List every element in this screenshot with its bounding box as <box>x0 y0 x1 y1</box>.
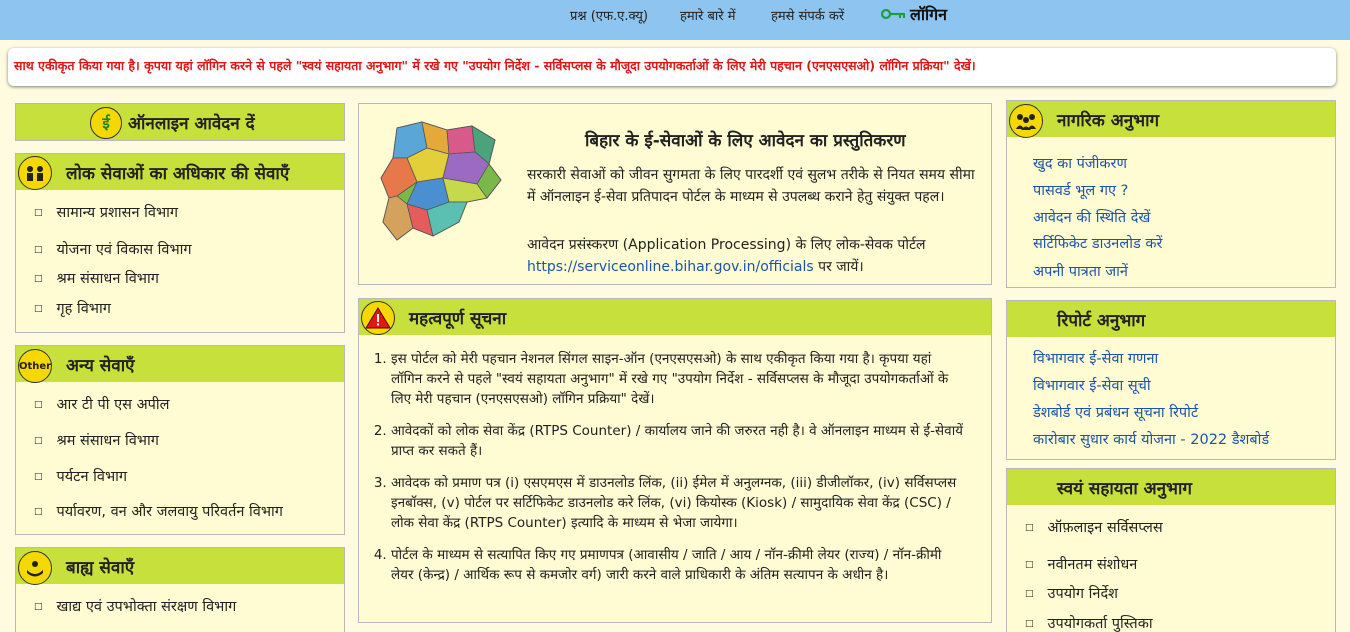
notice-item: 1. इस पोर्टल को मेरी पहचान नेशनल सिंगल साइन-ऑन (एनएसएसओ) के साथ एकीकृत किया गया है। कृपया यहां लॉगिन करने से पहले "स्वयं सहायता अनुभाग" में रखे गए "उपयोग निर्देश - सर्विसप्लस के मौजूदा उपयोगकर्ताओं के लिए मेरी पहचान (एनएसएसओ) लॉगिन प्रक्रिया" देखें। <box>391 349 965 409</box>
key-icon <box>880 8 906 20</box>
citizen-title: नागरिक अनुभाग <box>1057 111 1160 131</box>
rtps-title: लोक सेवाओं का अधिकार की सेवाएँ <box>66 164 290 184</box>
login-label: लॉगिन <box>910 5 948 24</box>
certificate-download-link[interactable]: सर्टिफिकेट डाउनलोड करें <box>1033 236 1163 252</box>
online-apply-title[interactable]: ऑनलाइन आवेदन दें <box>128 114 255 134</box>
list-item[interactable]: □ उपयोगकर्ता पुस्तिका <box>1025 613 1153 632</box>
notice-item: 3. आवेदक को प्रमाण पत्र (i) एसएमएस में डाउनलोड लिंक, (ii) ईमेल में अनुलग्नक, (iii) डीजीलॉकर, (iv) सर्विसप्लस इनबॉक्स, (v) पोर्टल पर सर्टिफिकेट डाउनलोड करे लिंक, (vi) कियोस्क (Kiosk) / सामुदायिक सेवा केंद्र (CSC) / लोक सेवा केंद्र (RTPS Counter) इत्यादि के माध्यम से भेजा जायेगा। <box>391 473 965 533</box>
external-services-panel <box>15 547 345 632</box>
online-apply-panel[interactable] <box>15 103 345 141</box>
notice-list <box>375 349 965 597</box>
nav-contact-link[interactable]: हमसे संपर्क करें <box>771 9 845 24</box>
dept-eservice-list-link[interactable]: विभागवार ई-सेवा सूची <box>1033 378 1151 394</box>
rtps-services-panel <box>15 153 345 333</box>
citizen-section-panel <box>1006 100 1336 288</box>
list-item[interactable]: □ श्रम संसाधन विभाग <box>34 430 159 450</box>
officials-portal-text: आवेदन प्रसंस्करण (Application Processing) के लिए लोक-सेवक पोर्टल https://serviceonline.bihar.gov.in/officials पर जायें। <box>527 237 926 275</box>
list-item[interactable]: □ आर टी पी एस अपील <box>34 394 169 414</box>
list-item[interactable]: □ उपयोग निर्देश <box>1025 583 1118 603</box>
report-title: रिपोर्ट अनुभाग <box>1057 311 1146 331</box>
announcement-marquee <box>8 48 1336 86</box>
citizen-group-icon <box>1009 104 1043 138</box>
list-item[interactable]: □ नवीनतम संशोधन <box>1025 554 1137 574</box>
dashboard-mis-link[interactable]: डेशबोर्ड एवं प्रबंधन सूचना रिपोर्ट <box>1033 405 1199 421</box>
brap-dashboard-link[interactable]: कारोबार सुधार कार्य योजना - 2022 डैशबोर्ड <box>1033 432 1270 448</box>
report-section-panel <box>1006 300 1336 460</box>
application-status-link[interactable]: आवेदन की स्थिति देखें <box>1033 210 1151 226</box>
forgot-password-link[interactable]: पासवर्ड भूल गए ? <box>1033 183 1129 199</box>
hand-care-icon <box>18 551 52 585</box>
list-item[interactable]: □ पर्यावरण, वन और जलवायु परिवर्तन विभाग <box>34 501 283 521</box>
intro-title: बिहार के ई-सेवाओं के लिए आवेदन का प्रस्तुतिकरण <box>585 131 906 151</box>
nav-about-link[interactable]: हमारे बारे में <box>680 9 736 24</box>
self-help-panel <box>1006 468 1336 632</box>
list-item[interactable]: □ सामान्य प्रशासन विभाग <box>34 202 178 222</box>
login-button[interactable] <box>880 3 947 25</box>
officials-portal-link[interactable]: https://serviceonline.bihar.gov.in/officials <box>527 259 814 275</box>
top-nav <box>0 0 1350 40</box>
e-seva-logo-icon: ई <box>90 107 122 139</box>
external-title: बाह्य सेवाएँ <box>66 558 135 578</box>
list-item[interactable]: □ श्रम संसाधन विभाग <box>34 268 159 288</box>
other-services-panel <box>15 345 345 535</box>
self-help-title: स्वयं सहायता अनुभाग <box>1057 479 1192 499</box>
dept-eservice-count-link[interactable]: विभागवार ई-सेवा गणना <box>1033 351 1159 367</box>
announcement-text: साथ एकीकृत किया गया है। कृपया यहां लॉगिन करने से पहले "स्वयं सहायता अनुभाग" में रखे गए "उपयोग निर्देश - सर्विसप्लस के मौजूदा उपयोगकर्ताओं के लिए मेरी पहचान (एनएसएसओ) लॉगिन प्रक्रिया" देखें। <box>14 58 976 73</box>
important-notice-panel <box>358 298 992 623</box>
other-title: अन्य सेवाएँ <box>66 356 135 376</box>
rtps-people-icon <box>18 156 52 190</box>
notice-title: महत्वपूर्ण सूचना <box>409 309 507 329</box>
warning-icon <box>361 301 395 335</box>
nav-faq-link[interactable]: प्रश्न (एफ.ए.क्यू) <box>570 9 649 24</box>
intro-paragraph: सरकारी सेवाओं को जीवन सुगमता के लिए पारदर्शी एवं सुलभ तरीके से नियत समय सीमा में ऑनलाइन ई-सेवा प्रतिपादन पोर्टल के माध्यम से उपलब्ध कराने हेतु संयुक्त पहल। <box>527 167 975 205</box>
bihar-map-icon <box>377 118 507 246</box>
list-item[interactable]: □ खाद्य एवं उपभोक्ता संरक्षण विभाग <box>34 596 236 616</box>
list-item[interactable]: □ पर्यटन विभाग <box>34 466 127 486</box>
notice-item: 4. पोर्टल के माध्यम से सत्यापित किए गए प्रमाणपत्र (आवासीय / जाति / आय / नॉन-क्रीमी लेयर (राज्य) / नॉन-क्रीमी लेयर (केन्द्र) / आर्थिक रूप से कमजोर वर्ग) जारी करने वाले प्राधिकारी के अंतिम सत्यापन के अधीन है। <box>391 545 965 585</box>
other-badge-icon: Other <box>18 349 52 383</box>
list-item[interactable]: □ योजना एवं विकास विभाग <box>34 239 192 259</box>
notice-item: 2. आवेदकों को लोक सेवा केंद्र (RTPS Counter) / कार्यालय जाने की जरुरत नही है। वे ऑनलाइन माध्यम से ई-सेवायें प्राप्त कर सकते हैं। <box>391 421 965 461</box>
eligibility-link[interactable]: अपनी पात्रता जानें <box>1033 264 1128 280</box>
list-item[interactable]: □ गृह विभाग <box>34 298 111 318</box>
list-item[interactable]: □ ऑफ़लाइन सर्विसप्लस <box>1025 517 1163 537</box>
register-link[interactable]: खुद का पंजीकरण <box>1033 156 1127 172</box>
intro-panel <box>358 103 992 285</box>
